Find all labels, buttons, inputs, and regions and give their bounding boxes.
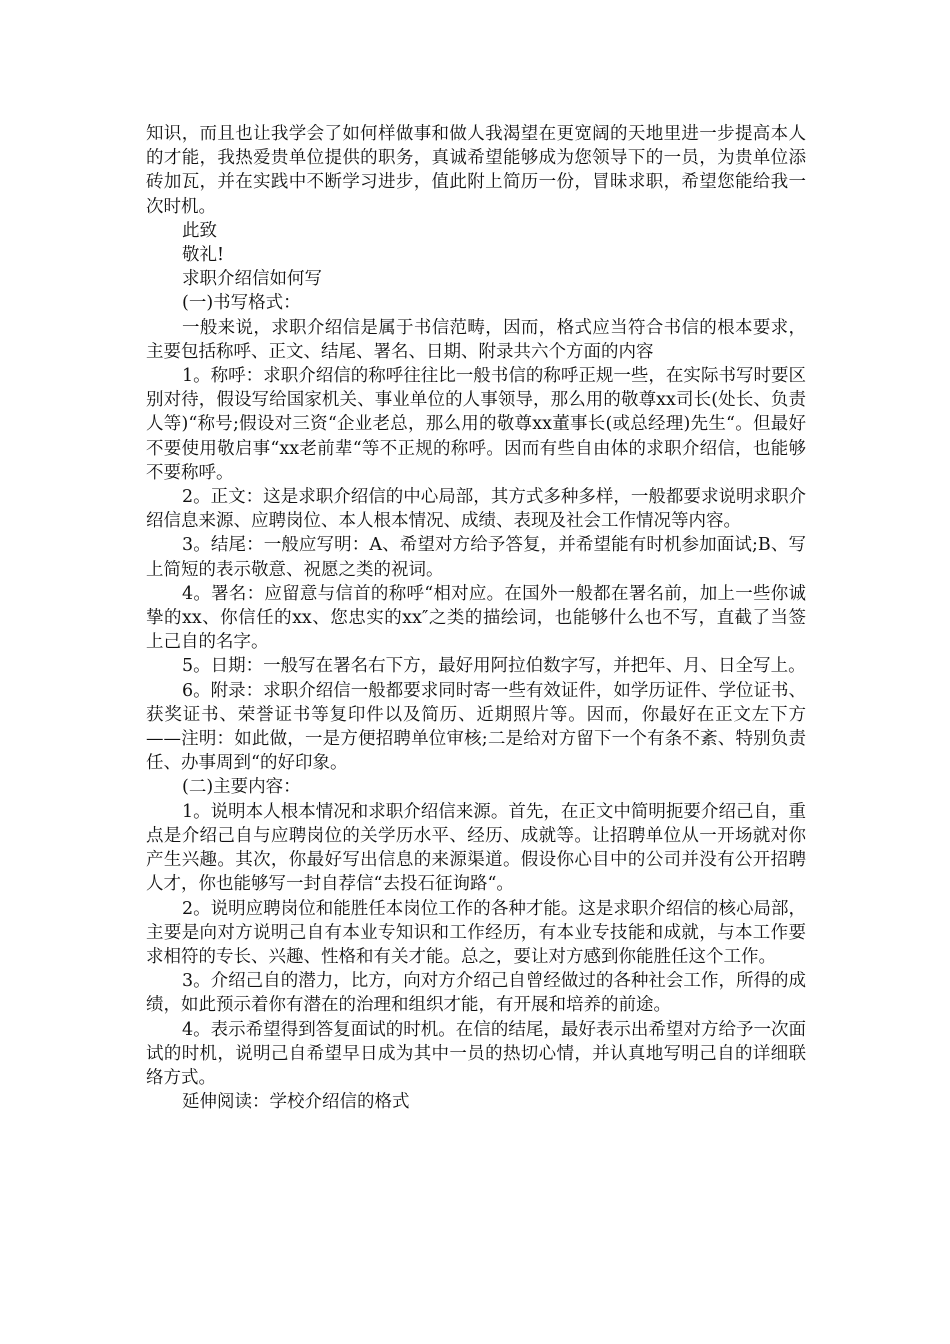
paragraph-body: 2。正文：这是求职介绍信的中心局部，其方式多种多样，一般都要求说明求职介绍信息来源、应聘岗位、本人根本情况、成绩、表现及社会工作情况等内容。 <box>146 487 806 532</box>
paragraph-date: 5。日期：一般写在署名右下方，最好用阿拉伯数字写，并把年、月、日全写上。 <box>182 656 806 677</box>
paragraph-appendix: 6。附录：求职介绍信一般都要求同时寄一些有效证件，如学历证件、学位证书、获奖证书、荣誉证书等复印件以及简历、近期照片等。因而，你最好在正文左下方——注明：如此做，一是方便招聘单位审核;二是给对方留下一个有条不紊、特别负责任、办事周到“的好印象。 <box>146 680 806 774</box>
paragraph-format-overview: 一般来说，求职介绍信是属于书信范畴，因而，格式应当符合书信的根本要求，主要包括称呼、正文、结尾、署名、日期、附录共六个方面的内容 <box>146 317 806 362</box>
paragraph-content-3: 3。介绍己自的潜力，比方，向对方介绍己自曾经做过的各种社会工作，所得的成绩，如此预示着你有潜在的治理和组织才能，有开展和培养的前途。 <box>146 971 806 1016</box>
paragraph-ending: 3。结尾：一般应写明：A、希望对方给予答复，并希望能有时机参加面试;B、写上简短的表示敬意、祝愿之类的祝词。 <box>146 535 806 580</box>
paragraph-closing-greeting: 此致 <box>182 220 217 241</box>
paragraph-salute: 敬礼! <box>182 245 225 266</box>
document-body <box>146 122 806 1114</box>
paragraph-extended-reading: 延伸阅读：学校介绍信的格式 <box>182 1092 410 1113</box>
subheading-format: (一)书写格式： <box>182 293 301 314</box>
paragraph-content-1: 1。说明本人根本情况和求职介绍信来源。首先，在正文中简明扼要介绍己自，重点是介绍己自与应聘岗位的关学历水平、经历、成就等。让招聘单位从一开场就对你产生兴趣。其次，你最好写出信息的来源渠道。假设你心目中的公司并没有公开招聘人才，你也能够写一封自荐信“去投石征询路“。 <box>146 801 806 895</box>
section-heading-how-to-write: 求职介绍信如何写 <box>182 269 322 290</box>
paragraph-intro-continuation: 知识，而且也让我学会了如何样做事和做人我渴望在更宽阔的天地里进一步提高本人的才能，我热爱贵单位提供的职务，真诚希望能够成为您领导下的一员，为贵单位添砖加瓦，并在实践中不断学习进步，值此附上简历一份，冒昧求职，希望您能给我一次时机。 <box>146 124 806 217</box>
paragraph-salutation: 1。称呼：求职介绍信的称呼往往比一般书信的称呼正规一些，在实际书写时要区别对待，假设写给国家机关、事业单位的人事领导，那么用的敬尊xx司长(处长、负责人等)“称号;假设对三资“企业老总，那么用的敬尊xx董事长(或总经理)先生“。但最好不要使用敬启事“xx老前辈“等不正规的称呼。因而有些自由体的求职介绍信，也能够不要称呼。 <box>146 366 806 483</box>
subheading-main-content: (二)主要内容： <box>182 777 301 798</box>
paragraph-signature: 4。署名：应留意与信首的称呼“相对应。在国外一般都在署名前，加上一些你诚挚的xx、你信任的xx、您忠实的xx″之类的描绘词，也能够什么也不写，直截了当签上己自的名字。 <box>146 583 806 653</box>
paragraph-content-2: 2。说明应聘岗位和能胜任本岗位工作的各种才能。这是求职介绍信的核心局部，主要是向对方说明己自有本业专知识和工作经历，有本业专技能和成就，与本工作要求相符的专长、兴趣、性格和有关才能。总之，要让对方感到你能胜任这个工作。 <box>146 898 806 967</box>
paragraph-content-4: 4。表示希望得到答复面试的时机。在信的结尾，最好表示出希望对方给予一次面试的时机，说明己自希望早日成为其中一员的热切心情，并认真地写明己自的详细联络方式。 <box>146 1019 806 1088</box>
